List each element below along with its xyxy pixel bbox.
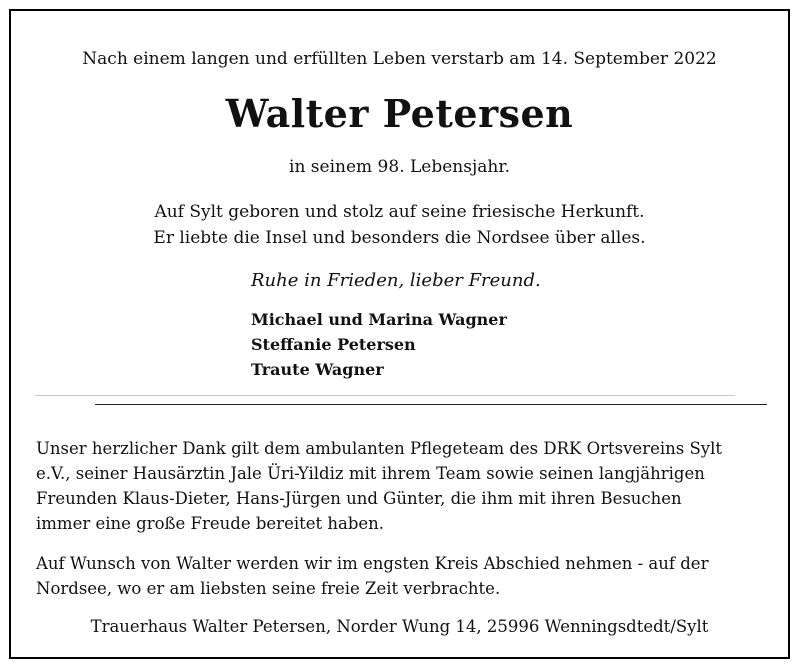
thanks-line: Freunden Klaus-Dieter, Hans-Jürgen und Günter, die ihm mit ihren Besuchen [36, 489, 682, 508]
obituary-notice [9, 9, 790, 659]
thanks-line: e.V., seiner Hausärztin Jale Üri-Yildiz mit ihrem Team sowie seinen langjährigen [36, 464, 705, 483]
thanks-line: immer eine große Freude bereitet haben. [36, 514, 385, 533]
thanks-line: Unser herzlicher Dank gilt dem ambulanten Pflegeteam des DRK Ortsvereins Sylt [36, 439, 722, 458]
wish-paragraph [36, 551, 776, 601]
signers-list [251, 307, 507, 382]
biography-line: Er liebte die Insel und besonders die Nordsee über alles. [153, 228, 646, 248]
signer-name: Michael und Marina Wagner [251, 310, 507, 329]
divider-dark [95, 404, 767, 405]
divider-light [35, 395, 735, 396]
biography-line: Auf Sylt geboren und stolz auf seine friesische Herkunft. [154, 202, 645, 222]
wish-line: Auf Wunsch von Walter werden wir im engsten Kreis Abschied nehmen - auf der [36, 554, 709, 573]
age-line: in seinem 98. Lebensjahr. [289, 157, 510, 177]
deceased-name: Walter Petersen [225, 91, 574, 136]
signer-name: Steffanie Petersen [251, 335, 416, 354]
signer-name: Traute Wagner [251, 360, 384, 379]
intro-line: Nach einem langen und erfüllten Leben verstarb am 14. September 2022 [82, 49, 717, 69]
thanks-paragraph [36, 436, 776, 536]
wish-line: Nordsee, wo er am liebsten seine freie Zeit verbrachte. [36, 579, 501, 598]
mourning-address: Trauerhaus Walter Petersen, Norder Wung 14, 25996 Wenningsdtedt/Sylt [90, 617, 709, 636]
biography [11, 199, 788, 251]
farewell-line: Ruhe in Frieden, lieber Freund. [251, 270, 541, 291]
